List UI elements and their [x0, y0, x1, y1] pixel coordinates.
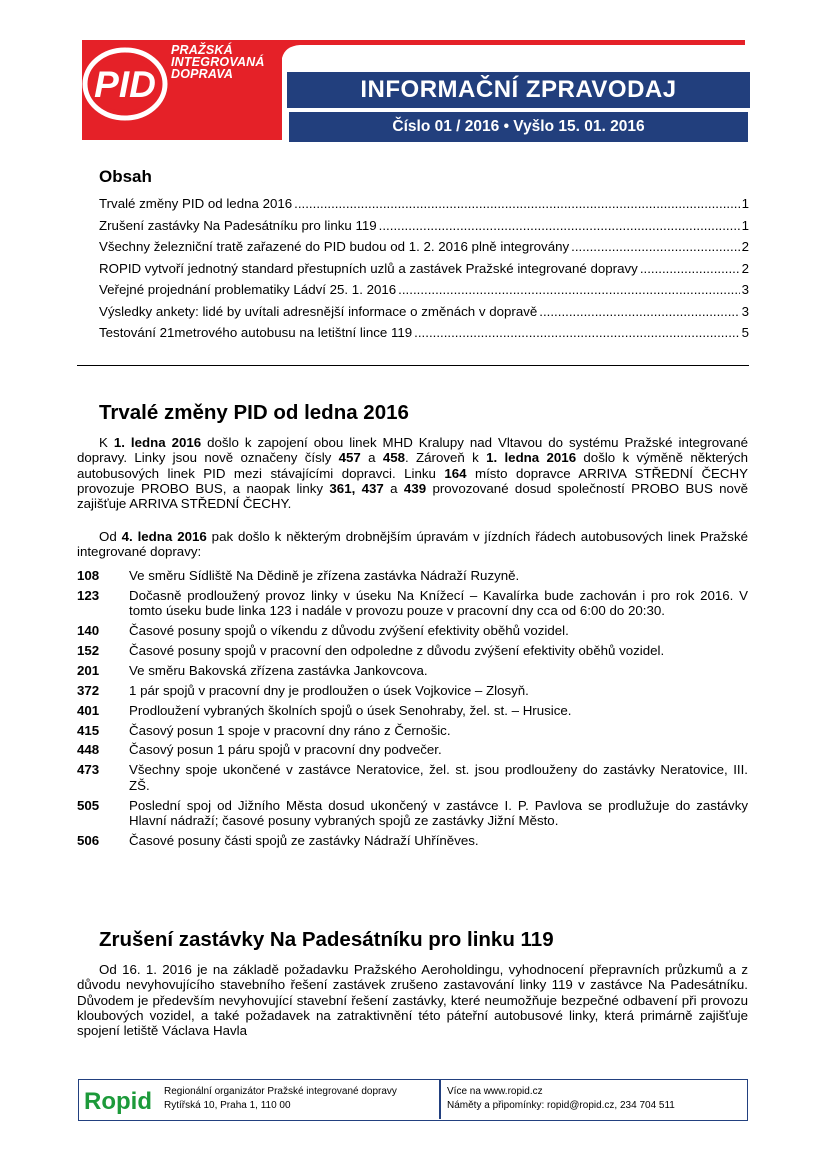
line-description: Prodloužení vybraných školních spojů o úsek Senohraby, žel. st. – Hrusice.	[129, 702, 572, 718]
bold-text: 1. ledna 2016	[486, 450, 577, 466]
toc-item[interactable]	[99, 304, 749, 326]
footer	[78, 1079, 748, 1121]
line-number: 506	[77, 832, 100, 848]
list-item	[77, 568, 748, 583]
line-description: Ve směru Bakovská zřízena zastávka Jankovcova.	[129, 662, 428, 678]
toc-page-number: 3	[741, 303, 749, 319]
footer-separator	[439, 1080, 441, 1119]
line-number: 448	[77, 742, 100, 758]
toc-item-title: Všechny železniční tratě zařazené do PID budou od 1. 2. 2016 plně integrovány	[99, 239, 570, 254]
list-item	[77, 798, 748, 829]
line-number: 152	[77, 642, 100, 658]
line-number: 372	[77, 682, 100, 698]
bold-text: 4. ledna 2016	[121, 529, 207, 544]
divider	[77, 365, 749, 366]
toc-leader	[398, 282, 739, 297]
bold-text: 458	[382, 450, 406, 466]
list-item	[77, 723, 748, 738]
line-number: 401	[77, 702, 100, 718]
line-description: 1 pár spojů v pracovní dny je prodloužen o úsek Vojkovice – Zlosyň.	[129, 682, 529, 698]
toc-page-number: 3	[741, 282, 749, 297]
list-item	[77, 683, 748, 698]
toc-leader	[539, 304, 739, 319]
line-description: Časové posuny části spojů ze zastávky Nádraží Uhříněves.	[129, 832, 479, 848]
table-of-contents	[99, 196, 749, 347]
line-number: 201	[77, 662, 100, 678]
pid-logo-text: PID	[94, 64, 156, 105]
bold-text: 439	[403, 480, 427, 496]
line-description: Časový posun 1 spoje v pracovní dny ráno z Černošic.	[129, 722, 451, 738]
toc-leader	[414, 325, 739, 340]
footer-address: Rytířská 10, Praha 1, 110 00	[164, 1100, 291, 1111]
line-number: 123	[77, 587, 100, 603]
line-description: Dočasně prodloužený provoz linky v úseku Na Knížecí – Kavalírka bude zachován i pro rok 2016. V tomto úseku bude linka 123 i nadále v provozu pouze v pracovní dny cca od 6:00 do 20:30.	[129, 587, 748, 619]
section-1-paragraph-2: Od 4. ledna 2016 pak došlo k některým drobnějším úpravám v jízdních řádech autobusových linek Pražské integrované dopravy:	[77, 529, 748, 560]
line-description: Časové posuny spojů v pracovní den odpoledne z důvodu zvýšení efektivity oběhů vozidel.	[129, 642, 665, 658]
line-number: 108	[77, 568, 100, 583]
toc-item[interactable]	[99, 239, 749, 261]
list-item	[77, 762, 748, 793]
toc-page-number: 2	[741, 260, 749, 276]
bold-text: 361, 437	[329, 480, 384, 496]
toc-item-title: Zrušení zastávky Na Padesátníku pro linku 119	[99, 217, 377, 233]
toc-item[interactable]	[99, 196, 749, 218]
toc-item-title: Trvalé změny PID od ledna 2016	[99, 196, 293, 211]
line-description: Všechny spoje ukončené v zastávce Neratovice, žel. st. jsou prodlouženy do zastávky Neratovice, III. ZŠ.	[129, 762, 748, 793]
bold-text: 457	[338, 450, 361, 466]
line-description: Časové posuny spojů o víkendu z důvodu zvýšení efektivity oběhů vozidel.	[129, 623, 569, 639]
ropid-logo	[79, 1080, 161, 1119]
list-item	[77, 643, 748, 658]
newsletter-title: INFORMAČNÍ ZPRAVODAJ	[287, 72, 750, 108]
line-number: 473	[77, 762, 100, 778]
list-item	[77, 588, 748, 619]
line-description: Ve směru Sídliště Na Dědině je zřízena zastávka Nádraží Ruzyně.	[129, 568, 520, 583]
toc-page-number: 1	[741, 217, 749, 233]
line-number: 505	[77, 797, 100, 813]
list-item	[77, 663, 748, 678]
section-heading-2: Zrušení zastávky Na Padesátníku pro linku 119	[99, 928, 554, 951]
toc-page-number: 1	[741, 196, 749, 211]
section-2-paragraph-1: Od 16. 1. 2016 je na základě požadavku Pražského Aeroholdingu, vyhodnocení přepravních průzkumů a z důvodu nevyhovujícího stavebního řešení zastávek zrušeno zastavování linky 119 v zastávce Na Padesátníku. Důvodem je především nevyhovující stavební řešení zastávky, které neumožňuje bezpečné odbavení při provozu kloubových vozidel, a také požadavek na zatraktivnění této páteřní autobusové linky, která primárně zajišťuje spojení letiště Václava Havla	[77, 962, 748, 1039]
line-description: Časový posun 1 páru spojů v pracovní dny podvečer.	[129, 742, 442, 758]
toc-leader	[571, 239, 739, 254]
toc-item[interactable]	[99, 325, 749, 347]
line-changes-list	[77, 568, 748, 853]
list-item	[77, 703, 748, 718]
toc-title: Obsah	[99, 167, 152, 186]
list-item	[77, 833, 748, 848]
logo-line-3: DOPRAVA	[171, 67, 234, 81]
toc-leader	[379, 218, 740, 233]
logo-line-2: INTEGROVANÁ	[171, 55, 265, 69]
line-description: Poslední spoj od Jižního Města dosud ukončený v zastávce I. P. Pavlova se prodlužuje do zastávky Hlavní nádraží; časové posuny vybraných spojů ze zastávky Jižní Město.	[129, 797, 748, 828]
toc-item-title: Testování 21metrového autobusu na letištní lince 119	[99, 325, 413, 340]
footer-contact[interactable]: Náměty a připomínky: ropid@ropid.cz, 234 704 511	[447, 1100, 675, 1111]
toc-item-title: Výsledky ankety: lidé by uvítali adresnější informace o změnách v dopravě	[99, 303, 538, 319]
issue-info: Číslo 01 / 2016 • Vyšlo 15. 01. 2016	[289, 112, 748, 142]
toc-page-number: 2	[741, 239, 749, 254]
footer-website[interactable]: Více na www.ropid.cz	[447, 1086, 543, 1097]
line-number: 415	[77, 722, 100, 738]
section-heading-1: Trvalé změny PID od ledna 2016	[99, 401, 409, 424]
section-1-paragraph-1: K 1. ledna 2016 došlo k zapojení obou linek MHD Kralupy nad Vltavou do systému Pražské integrované dopravy. Linky jsou nově označeny čísly 457 a 458. Zároveň k 1. ledna 2016 došlo k výměně některých autobusových linek PID mezi stávajícími dopravci. Linku 164 místo dopravce ARRIVA STŘEDNÍ ČECHY provozuje PROBO BUS, a naopak linky 361, 437 a 439 provozované dosud společností PROBO BUS nově zajišťuje ARRIVA STŘEDNÍ ČECHY.	[77, 435, 749, 512]
footer-org: Regionální organizátor Pražské integrované dopravy	[164, 1086, 397, 1097]
toc-leader	[294, 196, 739, 211]
toc-item[interactable]	[99, 218, 749, 240]
toc-leader	[640, 261, 740, 276]
toc-item-title: Veřejné projednání problematiky Ládví 25. 1. 2016	[99, 282, 397, 297]
toc-page-number: 5	[741, 325, 749, 340]
bold-text: 164	[444, 465, 467, 481]
list-item	[77, 623, 748, 638]
bold-text: 1. ledna 2016	[113, 435, 202, 450]
toc-item[interactable]	[99, 261, 749, 283]
line-number: 140	[77, 623, 100, 639]
list-item	[77, 742, 748, 757]
logo-line-1: PRAŽSKÁ	[171, 43, 233, 57]
ropid-logo-text: Ropid	[84, 1088, 152, 1115]
toc-item-title: ROPID vytvoří jednotný standard přestupních uzlů a zastávek Pražské integrované dopravy	[99, 260, 638, 276]
toc-item[interactable]	[99, 282, 749, 304]
